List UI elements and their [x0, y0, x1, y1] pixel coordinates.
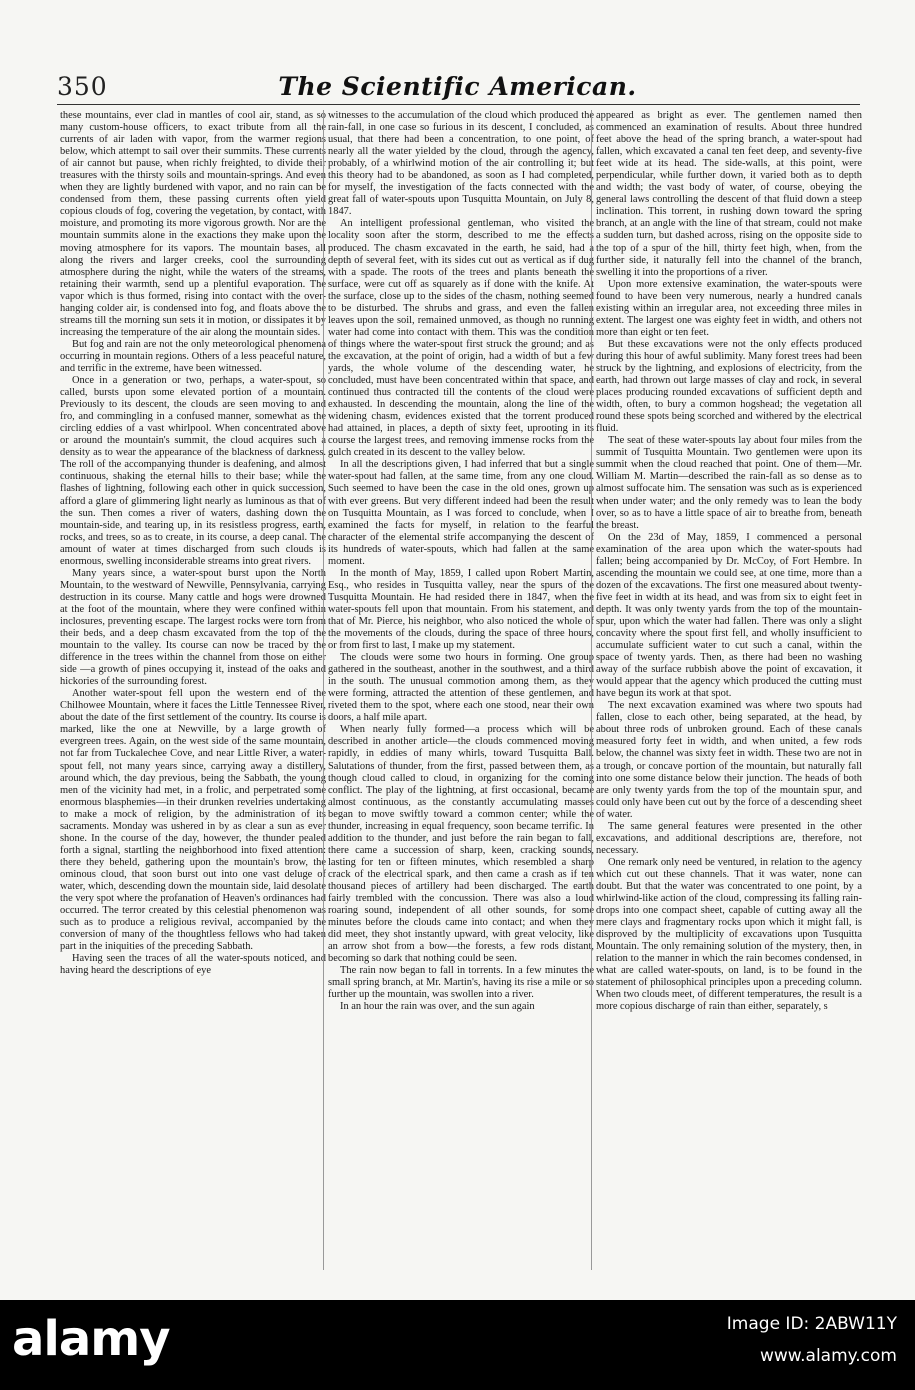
article-paragraph: The rain now began to fall in torrents. In a few minutes the small spring branch, at Mr. Martin's, having its rise a mile or so further up the mountain, was swollen into a river.	[328, 965, 594, 1001]
article-paragraph: When nearly fully formed—a process which will be described in another article—the clouds commenced moving rapidly, in eddies of many whirls, toward Tusquitta Ball. Salutations of thunder, from the first, passed between them, as though cloud called to cloud, in organizing for the coming conflict. The play of the lightning, at first occasional, became almost continuous, as the constantly accumulating masses began to move swiftly toward a common center; while the thunder, increasing in equal frequency, soon became terrific. In addition to the thunder, and just before the rain began to fall, there came a succession of sharp, keen, cracking sounds, lasting for ten or fifteen minutes, which resembled a sharp crack of the electrical spark, and then came a crash as if ten thousand pieces of artillery had been discharged. The earth fairly trembled with the concussion. There was also a loud roaring sound, independent of all other sounds, for some minutes before the clouds came into contact; and when they did meet, they shot instantly upward, with great velocity, like an arrow shot from a bow—the forests, a few rods distant, becoming so dark that nothing could be seen.	[328, 724, 594, 965]
article-paragraph: The next excavation examined was where two spouts had fallen, close to each other, being separated, at the head, by about three rods of unbroken ground. Each of these canals measured forty feet in width, and when united, a few rods below, the channel was sixty feet in width. These two are not in a trough, or concave portion of the mountain, but naturally fall into one some distance below their junction. The heads of both are only twenty yards from the top of the mountain spur, and could only have been cut out by the force of a descending sheet of water.	[596, 700, 862, 820]
alamy-logo: alamy	[12, 1311, 170, 1367]
article-paragraph: Once in a generation or two, perhaps, a water-spout, so called, bursts upon some elevated portion of a mountain. Previously to its descent, the clouds are seen moving to and fro, and commingling in a confused manner, somewhat as the circling eddies of a vast whirlpool. When concentrated above or around the mountain's summit, the cloud acquires such a density as to wear the appearance of the blackness of darkness. The roll of the accompanying thunder is deafening, and almost continuous, shaking the eternal hills to their base; while the flashes of lightning, following each other in quick succession, afford a glare of glimmering light nearly as luminous as that of the sun. Then comes a river of waters, dashing down the mountain-side, and tearing up, in its resistless progress, earth, rocks, and trees, so as to create, in its course, a deep canal. The amount of water at times discharged from such clouds is enormous, swelling inconsiderable streams into great rivers.	[60, 375, 326, 567]
text-column-3	[596, 110, 862, 1272]
article-paragraph: In all the descriptions given, I had inferred that but a single water-spout had fallen, at the same time, from any one cloud. Such seemed to have been the case in the old ones, grown up with ever greens. But very different indeed had been the result on Tusquitta Mountain, as I was forced to conclude, when I examined the facts for myself, in relation to the fearful character of the elemental strife accompanying the descent of its hundreds of water-spouts, which had fallen at the same moment.	[328, 459, 594, 567]
text-column-1	[60, 110, 326, 1272]
article-paragraph: In the month of May, 1859, I called upon Robert Martin, Esq., who resides in Tusquitta valley, near the spurs of the Tusquitta Mountain. He had resided there in 1847, when the water-spouts fell upon that mountain. From his statement, and that of Mr. Pierce, his neighbor, who also noticed the whole of the movements of the clouds, during the space of three hours, or from first to last, I make up my statement.	[328, 567, 594, 652]
article-paragraph: The seat of these water-spouts lay about four miles from the summit of Tusquitta Mountain. Two gentlemen were upon its summit when the cloud reached that point. One of them—Mr. William M. Martin—described the rain-fall as so dense as to almost suffocate him. The sensation was such as is experienced when under water; and the only remedy was to lean the body over, so as to have a little space of air to breathe from, beneath the breast.	[596, 435, 862, 531]
article-paragraph: In an hour the rain was over, and the sun again	[340, 1001, 535, 1013]
article-paragraph: Many years since, a water-spout burst upon the North Mountain, to the westward of Newville, Pennsylvania, carrying destruction in its course. Many cattle and hogs were drowned at the foot of the mountain, where they were confined within inclosures, preventing escape. The largest rocks were torn from their beds, and a deep chasm excavated from the top of the mountain to the valley. Its course can now be traced by the difference in the trees within the channel from those on either side —a growth of pines occupying it, instead of the oaks and hickories of the surrounding forest.	[60, 567, 326, 688]
header-rule	[57, 104, 860, 105]
column-divider-2	[591, 110, 592, 1270]
article-paragraph: witnesses to the accumulation of the cloud which produced the rain-fall, in one case so furious in its descent, I concluded, as usual, that there had been a concentration, to one point, of nearly all the water yielded by the cloud, through the agency, probably, of a whirlwind motion of the air controlling it; but this theory had to be abandoned, as soon as I had completed, for myself, the investigation of the facts connected with the great fall of water-spouts upon Tusquitta Mountain, on July 8, 1847.	[328, 110, 594, 218]
article-paragraph: Upon more extensive examination, the water-spouts were found to have been very numerous, nearly a hundred canals existing within an irregular area, not exceeding three miles in extent. The largest one was eighty feet in width, and others not more than eight or ten feet.	[596, 278, 862, 338]
article-paragraph: appeared as bright as ever. The gentlemen named then commenced an examination of results. About three hundred feet above the head of the spring branch, a water-spout had fallen, which excavated a canal ten feet deep, and seventy-five feet wide at its head. The side-walls, at this point, were perpendicular, while further down, it varied both as to depth and width; the vast body of water, of course, obeying the general laws controlling the descent of that fluid down a steep inclination. This torrent, in rushing down toward the spring branch, at an angle with the line of that stream, could not make a sudden turn, but dashed across, rising on the opposite side to the top of a spur of the hill, thirty feet high, when, from the further side, it naturally fell into the channel of the branch, swelling it into the proportions of a river.	[596, 110, 862, 278]
article-paragraph: The same general features were presented in the other excavations, and additional descriptions are, therefore, not necessary.	[596, 820, 862, 856]
article-paragraph: An intelligent professional gentleman, who visited the locality soon after the storm, described to me the effects produced. The chasm excavated in the earth, he said, had a depth of several feet, with its sides cut out as vertical as if dug with a spade. The roots of the trees and plants beneath the surface, were cut off as squarely as if done with the knife. At the surface, close up to the sides of the chasm, nothing seemed to be disturbed. The shrubs and grass, and even the fallen leaves upon the soil, remained unmoved, as though no running water had come into contact with them. This was the condition of things where the water-spout first struck the ground; and as the excavation, at the point of origin, had a width of but a few yards, the whole volume of the descending water, he concluded, must have been concentrated within that space, and continued thus contracted till the contents of the cloud were exhausted. In descending the mountain, along the line of the widening chasm, evidences existed that the torrent produced had attained, in places, a depth of sixty feet, uprooting in its course the largest trees, and removing immense rocks from the gulch created in its descent to the valley below.	[328, 218, 594, 459]
image-id-label: Image ID: 2ABW11Y	[726, 1314, 897, 1334]
article-paragraph: But these excavations were not the only effects produced during this hour of awful sublimity. Many forest trees had been struck by the lightning, and explosions of electricity, from the earth, had thrown out large masses of clay and rock, in several places producing rounded excavations of sufficient depth and width, often, to bury a common hogshead; the vegetation all round these spots being scorched and withered by the electrical fluid.	[596, 338, 862, 435]
article-paragraph: these mountains, ever clad in mantles of cool air, stand, as so many custom-house officers, to exact tribute from all the currents of air laden with vapor, from the warmer regions below, which attempt to sail over their summits. These currents of air cannot but pause, when richly freighted, to divide their treasures with the thirsty soils and mountain-springs. And even when they are lightly burdened with vapor, and no rain can be condensed from them, these passing currents often yield copious clouds of fog, covering the vegetation, by contact, with moisture, and promoting its more vigorous growth. Nor are the mountain summits alone in the exactions they make upon the moving atmosphere for its vapors. The mountain bases, all along the rivers and larger creeks, cool the surrounding atmosphere during the night, while the waters of the streams, retaining their warmth, send up a plentiful evaporation. The vapor which is thus formed, rising into contact with the over-hanging colder air, is condensed into fog, and floats above the streams till the morning sun sets it in motion, or dissipates it by increasing the temperature of the air along the mountain sides.	[60, 110, 326, 338]
article-paragraph: One remark only need be ventured, in relation to the agency which cut out these channels. That it was water, none can doubt. But that the water was concentrated to one point, by a whirlwind-like action of the cloud, compressing its falling rain-drops into one compact sheet, capable of cutting away all the mere clays and fragmentary rocks upon which it might fall, is disproved by the multiplicity of excavations upon Tusquitta Mountain. The only remaining solution of the mystery, then, in relation to the manner in which the rain becomes condensed, in what are called water-spouts, on land, is to be found in the statement of philosophical principles upon a preceding column. When two clouds meet, of different temperatures, the result is a more copious discharge of rain than either, separately, s	[596, 856, 862, 1013]
article-paragraph: Having seen the traces of all the water-spouts noticed, and having heard the descriptions of eye	[60, 953, 326, 977]
article-paragraph: But fog and rain are not the only meteorological phenomena occurring in mountain regions. Others of a less peaceful nature, and terrific in the extreme, have been witnessed.	[60, 338, 326, 374]
masthead-title: The Scientific American.	[278, 72, 637, 101]
text-column-2	[328, 110, 594, 1272]
column-divider-1	[323, 110, 324, 1270]
page-number: 350	[57, 72, 108, 101]
article-paragraph: Another water-spout fell upon the western end of the Chilhowee Mountain, where it faces the Little Tennessee River, about the date of the first settlement of the country. Its course is marked, like the one at Newville, by a large growth of evergreen trees. Again, on the west side of the same mountain, not far from Tuckalechee Cove, and near Little River, a water-spout fell, not many years since, carrying away a distillery, around which, the day previous, being the Sabbath, the young men of the vicinity had met, in a frolic, and perpetrated some enormous blasphemies—in their drunken revelries undertaking to make a mock of religion, by the administration of its sacraments. Monday was ushered in by as clear a sun as ever shone. In the course of the day, however, the thunder pealed forth a signal, startling the neighborhood into fixed attention: there they beheld, gathering upon the mountain's brow, the ominous cloud, that soon burst out into one vast deluge of water, which, descending down the mountain side, laid desolate the very spot where the profanation of Heaven's ordinances had occurred. The terror created by this celestial phenomenon was such as to produce a religious revival, accompanied by the conversion of many of the thoughtless fellows who had taken part in the iniquities of the preceding Sabbath.	[60, 688, 326, 953]
article-paragraph: The clouds were some two hours in forming. One group gathered in the southeast, another in the southwest, and a third in the south. The unusual commotion among them, as they were forming, attracted the attention of these gentlemen, and riveted them to the spot, where each one stood, near their own doors, a half mile apart.	[328, 652, 594, 724]
site-url-label: www.alamy.com	[759, 1346, 897, 1366]
article-paragraph: On the 23d of May, 1859, I commenced a personal examination of the area upon which the water-spouts had fallen; being accompanied by Dr. McCoy, of Fort Hembre. In ascending the mountain we could see, at one time, more than a dozen of the excavations. The first one measured about twenty-five feet in width at its head, and was from six to eight feet in depth. It was only twenty yards from the top of the mountain-spur, upon which the water had fallen. There was only a slight concavity where the spout first fell, and wholly insufficient to accumulate sufficient water to cut such a canal, within the space of twenty yards. Then, as there had been no washing away of the surface rubbish above the point of excavation, it would appear that the agency which produced the cutting must have begun its work at that spot.	[596, 531, 862, 700]
